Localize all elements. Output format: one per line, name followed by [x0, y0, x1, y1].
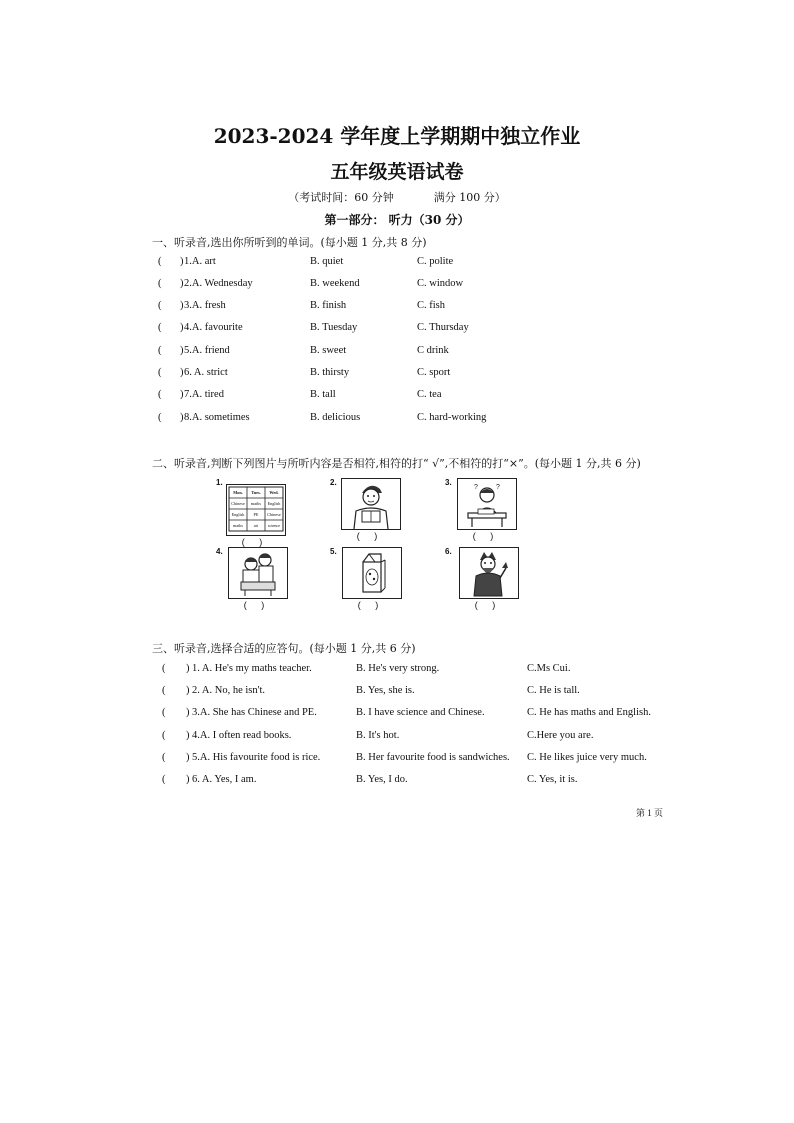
timetable-icon: [226, 484, 286, 536]
timetable-cell: maths: [250, 501, 262, 507]
answer-parenthesis[interactable]: ( ): [241, 537, 269, 547]
option-a: 1.A. art: [184, 256, 216, 267]
answer-open-paren[interactable]: (: [158, 412, 162, 423]
option-a: 8.A. sometimes: [184, 412, 250, 423]
timetable-cell: PE: [253, 512, 259, 518]
answer-close-paren: ): [180, 278, 184, 289]
exam-time: （考试时间：60 分钟: [288, 191, 394, 204]
answer-close-paren: ): [180, 322, 184, 333]
timetable-cell: English: [267, 501, 281, 507]
question-row: [162, 730, 682, 746]
option-c: C. Yes, it is.: [527, 774, 578, 785]
answer-parenthesis[interactable]: ( ): [243, 600, 271, 610]
timetable-cell: maths: [232, 523, 244, 529]
option-c: C.Here you are.: [527, 730, 594, 741]
option-a: 2.A. Wednesday: [184, 278, 253, 289]
exam-subject-title: 五年级英语试卷: [330, 161, 464, 183]
question-row: [158, 345, 678, 361]
timetable-cell: Chinese: [231, 501, 245, 507]
svg-text:?: ?: [474, 484, 478, 491]
answer-close-paren: ): [180, 345, 184, 356]
full-score: 满分 100 分）: [433, 191, 506, 204]
answer-open-paren[interactable]: (: [158, 367, 162, 378]
answer-close-paren: ): [186, 663, 190, 674]
option-c: C. polite: [417, 256, 454, 267]
svg-text:?: ?: [496, 484, 500, 491]
option-b: B. Her favourite food is sandwiches.: [356, 752, 510, 763]
answer-open-paren[interactable]: (: [162, 752, 166, 763]
answer-close-paren: ): [180, 412, 184, 423]
answer-close-paren: ): [180, 389, 184, 400]
answer-open-paren[interactable]: (: [162, 774, 166, 785]
option-b: B. finish: [310, 300, 347, 311]
option-b: B. tall: [310, 389, 336, 400]
timetable-cell: art: [253, 523, 259, 529]
answer-open-paren[interactable]: (: [162, 685, 166, 696]
option-b: B. sweet: [310, 345, 347, 356]
answer-close-paren: ): [180, 367, 184, 378]
option-b: B. I have science and Chinese.: [356, 707, 485, 718]
timetable-cell: Mon.: [233, 490, 243, 496]
exam-title: 2023-2024 学年度上学期期中独立作业: [213, 124, 581, 148]
option-c: C. He has maths and English.: [527, 707, 651, 718]
option-a: 7.A. tired: [184, 389, 224, 400]
picture-number: 1.: [216, 478, 223, 487]
answer-parenthesis[interactable]: ( ): [357, 600, 385, 610]
part-one-heading: 第一部分： 听力（30 分）: [324, 213, 470, 227]
answer-close-paren: ): [186, 774, 190, 785]
option-c: C. window: [417, 278, 464, 289]
option-b: B. Tuesday: [310, 322, 358, 333]
question-row: [162, 685, 682, 701]
answer-close-paren: ): [186, 707, 190, 718]
answer-close-paren: ): [180, 256, 184, 267]
option-a: 3.A. She has Chinese and PE.: [192, 707, 317, 718]
option-c: C drink: [417, 345, 449, 356]
question-row: [162, 663, 682, 679]
option-a: 5.A. His favourite food is rice.: [192, 752, 321, 763]
answer-open-paren[interactable]: (: [162, 707, 166, 718]
option-c: C. sport: [417, 367, 451, 378]
question-row: [158, 412, 678, 428]
answer-parenthesis[interactable]: ( ): [474, 600, 502, 610]
section1-heading: 一、听录音,选出你所听到的单词。(每小题 1 分,共 8 分): [152, 236, 427, 249]
option-c: C. He is tall.: [527, 685, 580, 696]
option-a: 4.A. favourite: [184, 322, 243, 333]
question-row: [158, 389, 678, 405]
answer-close-paren: ): [186, 685, 190, 696]
question-row: [162, 707, 682, 723]
option-c: C. fish: [417, 300, 446, 311]
answer-parenthesis[interactable]: ( ): [472, 531, 500, 541]
question-row: [158, 256, 678, 272]
option-a: 2. A. No, he isn't.: [192, 685, 266, 696]
option-b: B. He's very strong.: [356, 663, 440, 674]
answer-parenthesis[interactable]: ( ): [356, 531, 384, 541]
answer-close-paren: ): [186, 752, 190, 763]
boy-reading-icon: [341, 478, 401, 530]
picture-number: 5.: [330, 547, 337, 556]
old-man-icon: [459, 547, 519, 599]
option-b: B. weekend: [310, 278, 360, 289]
milk-carton-icon: [342, 547, 402, 599]
exam-info: [0, 189, 794, 205]
option-b: B. Yes, I do.: [356, 774, 408, 785]
section3-heading: 三、听录音,选择合适的应答句。(每小题 1 分,共 6 分): [152, 642, 416, 655]
picture-number: 3.: [445, 478, 452, 487]
question-row: [158, 278, 678, 294]
answer-open-paren[interactable]: (: [158, 278, 162, 289]
timetable-cell: Chinese: [267, 512, 281, 518]
children-playing-icon: [228, 547, 288, 599]
answer-close-paren: ): [180, 300, 184, 311]
answer-open-paren[interactable]: (: [158, 256, 162, 267]
timetable-cell: Wed.: [269, 490, 279, 496]
timetable-cell: science: [267, 523, 281, 529]
answer-open-paren[interactable]: (: [162, 663, 166, 674]
option-c: C. hard-working: [417, 412, 487, 423]
option-c: C. Thursday: [417, 322, 469, 333]
question-row: [162, 774, 682, 790]
picture-number: 6.: [445, 547, 452, 556]
question-row: [162, 752, 682, 768]
option-a: 5.A. friend: [184, 345, 230, 356]
answer-open-paren[interactable]: (: [158, 300, 162, 311]
timetable-cell: Tues.: [251, 490, 261, 496]
student-thinking-icon: [457, 478, 517, 530]
option-a: 6. A. Yes, I am.: [192, 774, 257, 785]
picture-number: 4.: [216, 547, 223, 556]
option-c: C. tea: [417, 389, 442, 400]
option-a: 6. A. strict: [184, 367, 228, 378]
option-b: B. delicious: [310, 412, 361, 423]
option-b: B. thirsty: [310, 367, 350, 378]
picture-number: 2.: [330, 478, 337, 487]
page-number: 第 1 页: [636, 808, 664, 818]
option-c: C.Ms Cui.: [527, 663, 571, 674]
answer-close-paren: ): [186, 730, 190, 741]
option-b: B. It's hot.: [356, 730, 400, 741]
question-row: [158, 367, 678, 383]
answer-open-paren[interactable]: (: [158, 389, 162, 400]
option-a: 4.A. I often read books.: [192, 730, 292, 741]
answer-open-paren[interactable]: (: [162, 730, 166, 741]
question-row: [158, 322, 678, 338]
section2-heading: 二、听录音,判断下列图片与所听内容是否相符,相符的打“ √”,不相符的打“×”。(每小题 1 分,共 6 分): [152, 457, 641, 470]
option-a: 1. A. He's my maths teacher.: [192, 663, 312, 674]
timetable-cell: English: [231, 512, 245, 518]
option-b: B. Yes, she is.: [356, 685, 415, 696]
answer-open-paren[interactable]: (: [158, 322, 162, 333]
option-a: 3.A. fresh: [184, 300, 226, 311]
question-row: [158, 300, 678, 316]
answer-open-paren[interactable]: (: [158, 345, 162, 356]
option-b: B. quiet: [310, 256, 344, 267]
option-c: C. He likes juice very much.: [527, 752, 647, 763]
